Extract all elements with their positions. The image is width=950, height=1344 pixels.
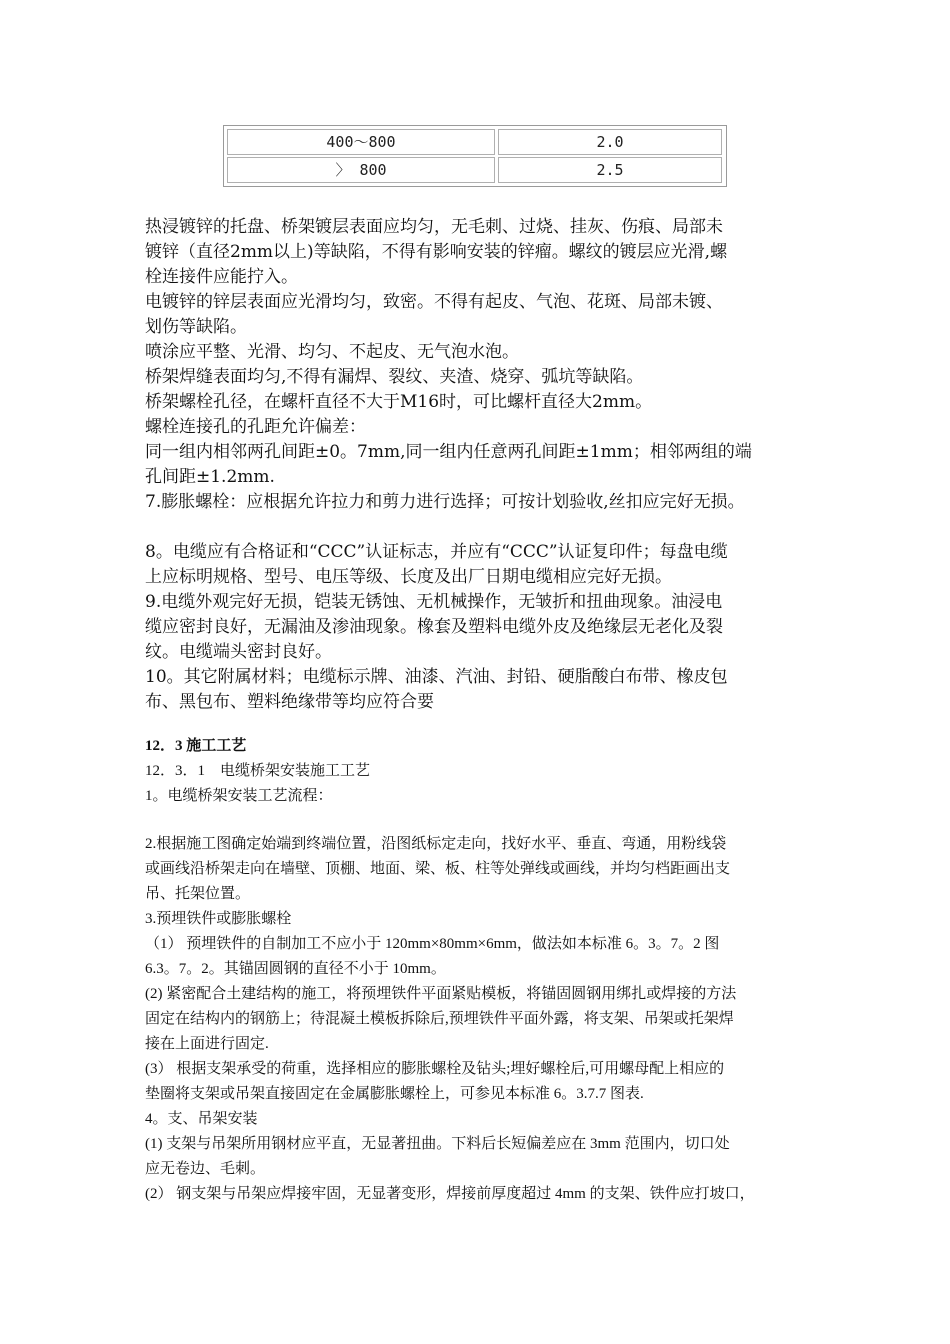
text-line: (2） 钢支架与吊架应焊接牢固，无显著变形，焊接前厚度超过 4mm 的支架、铁件应打坡口， — [145, 1186, 755, 1202]
text-line: 镀锌（直径2mm以上)等缺陷，不得有影响安装的锌瘤。螺纹的镀层应光滑,螺 — [145, 242, 728, 262]
table-cell: 400～800 — [227, 129, 495, 155]
text-line: 吊、托架位置。 — [145, 886, 251, 902]
text-line: 9.电缆外观完好无损，铠装无锈蚀、无机械操作，无皱折和扭曲现象。油浸电 — [145, 592, 723, 612]
table-row — [227, 157, 723, 183]
text-line: （1） 预埋铁件的自制加工不应小于 120mm×80mm×6mm，做法如本标准 6。3。7。2 图 — [145, 936, 720, 952]
text-line: 喷涂应平整、光滑、均匀、不起皮、无气泡水泡。 — [145, 342, 519, 362]
text-line: 接在上面进行固定. — [145, 1036, 269, 1052]
section-heading: 12．3 施工工艺 — [145, 738, 247, 754]
text-line: 8。电缆应有合格证和“CCC”认证标志，并应有“CCC”认证复印件；每盘电缆 — [145, 542, 728, 562]
table-row — [227, 129, 723, 155]
text-line: 缆应密封良好，无漏油及渗油现象。橡套及塑料电缆外皮及绝缘层无老化及裂 — [145, 617, 723, 637]
text-line: 桥架螺栓孔径，在螺杆直径不大于M16时，可比螺杆直径大2mm。 — [145, 392, 653, 412]
text-line: 孔间距±1.2mm. — [145, 467, 275, 487]
text-line: 桥架焊缝表面均匀,不得有漏焊、裂纹、夹渣、烧穿、弧坑等缺陷。 — [145, 367, 644, 387]
text-line: 固定在结构内的钢筋上；待混凝土模板拆除后,预埋铁件平面外露，将支架、吊架或托架焊 — [145, 1011, 734, 1027]
text-line: (3） 根据支架承受的荷重，选择相应的膨胀螺栓及钻头;埋好螺栓后,可用螺母配上相应的 — [145, 1061, 725, 1077]
text-line: 垫圈将支架或吊架直接固定在金属膨胀螺栓上，可参见本标准 6。3.7.7 图表. — [145, 1086, 644, 1102]
text-line: 布、黑包布、塑料绝缘带等均应符合要 — [145, 692, 434, 712]
text-line: 纹。电缆端头密封良好。 — [145, 642, 332, 662]
table-cell: 2.5 — [498, 157, 722, 183]
text-line: 同一组内相邻两孔间距±0。7mm,同一组内任意两孔间距±1mm；相邻两组的端 — [145, 442, 752, 462]
text-line: 1。电缆桥架安装工艺流程： — [145, 788, 333, 804]
text-line: 电镀锌的锌层表面应光滑均匀，致密。不得有起皮、气泡、花斑、局部未镀、 — [145, 292, 723, 312]
text-line: (1) 支架与吊架所用钢材应平直，无显著扭曲。下料后长短偏差应在 3mm 范围内，切口处 — [145, 1136, 730, 1152]
text-line: (2) 紧密配合土建结构的施工，将预埋铁件平面紧贴模板，将锚固圆钢用绑扎或焊接的方法 — [145, 986, 737, 1002]
text-line: 3.预埋铁件或膨胀螺栓 — [145, 911, 292, 927]
text-line: 7.膨胀螺栓：应根据允许拉力和剪力进行选择；可按计划验收,丝扣应完好无损。 — [145, 492, 745, 512]
text-line: 10。其它附属材料；电缆标示牌、油漆、汽油、封铅、硬脂酸白布带、橡皮包 — [145, 667, 728, 687]
text-line: 6.3。7。2。其锚固圆钢的直径不小于 10mm。 — [145, 961, 446, 977]
text-line: 4。支、吊架安装 — [145, 1111, 258, 1127]
text-line: 螺栓连接孔的孔距允许偏差： — [145, 417, 366, 437]
text-line: 热浸镀锌的托盘、桥架镀层表面应均匀，无毛刺、过烧、挂灰、伤痕、局部未 — [145, 217, 723, 237]
table-cell: 2.0 — [498, 129, 722, 155]
tolerance-table — [223, 125, 727, 187]
text-line: 应无卷边、毛刺。 — [145, 1161, 266, 1177]
subsection-heading: 12．3．1 电缆桥架安装施工工艺 — [145, 763, 371, 779]
text-line: 2.根据施工图确定始端到终端位置，沿图纸标定走向，找好水平、垂直、弯通，用粉线袋 — [145, 836, 727, 852]
text-line: 上应标明规格、型号、电压等级、长度及出厂日期电缆相应完好无损。 — [145, 567, 672, 587]
text-line: 划伤等缺陷。 — [145, 317, 247, 337]
table-cell: 〉 800 — [227, 157, 495, 183]
text-line: 栓连接件应能拧入。 — [145, 267, 298, 287]
text-line: 或画线沿桥架走向在墙壁、顶棚、地面、梁、板、柱等处弹线或画线，并均匀档距画出支 — [145, 861, 731, 877]
